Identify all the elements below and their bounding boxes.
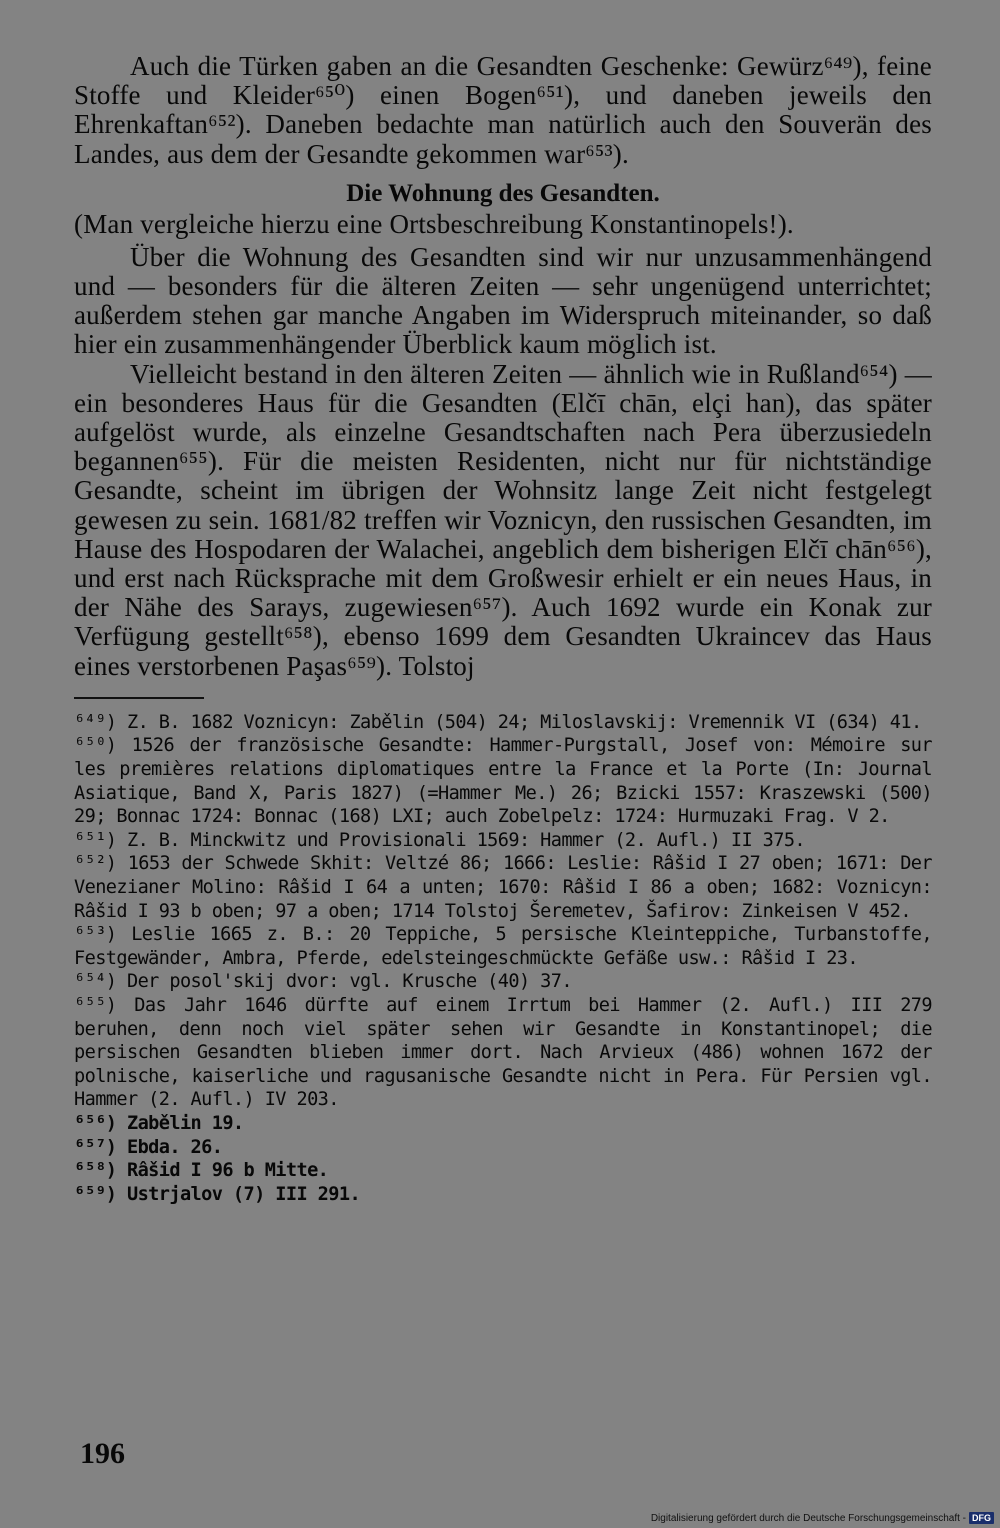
- footnote: ⁶⁵⁹) Ustrjalov (7) III 291.: [74, 1183, 361, 1205]
- page-body: [74, 52, 932, 1206]
- digitization-credit: [651, 1512, 994, 1524]
- intro-paragraph: Auch die Türken gaben an die Gesandten Geschenke: Gewürz⁶⁴⁹), feine Stoffe und Kleider⁶⁵⁰) einen Bogen⁶⁵¹), und daneben jeweils den Ehrenkaftan⁶⁵²). Daneben bedachte man natürlich auch den Souverän des Landes, aus dem der Gesandte gekommen war⁶⁵³).: [74, 51, 932, 169]
- footnote: ⁶⁵¹) Z. B. Minckwitz und Provisionali 1569: Hammer (2. Aufl.) II 375.: [74, 829, 806, 851]
- footnote: ⁶⁵⁷) Ebda. 26.: [74, 1136, 223, 1158]
- footnote: ⁶⁵⁰) 1526 der französische Gesandte: Hammer-Purgstall, Josef von: Mémoire sur les premières relations diplomatiques entre la France et la Porte (In: Journal Asiatique, Band X, Paris 1827) (=Hammer Me.) 26; Bzicki 1557: Kraszewski (500) 29; Bonnac 1724: Bonnac (168) LXI; auch Zobelpelz: 1724: Hurmuzaki Frag. V 2.: [74, 735, 932, 828]
- section-title: Die Wohnung des Gesandten.: [346, 179, 660, 207]
- footnote: ⁶⁵⁸) Râšid I 96 b Mitte.: [74, 1160, 329, 1182]
- page-number: 196: [80, 1437, 125, 1470]
- footnote: ⁶⁵²) 1653 der Schwede Skhit: Veltzé 86; 1666: Leslie: Râšid I 27 oben; 1671: Der Venezianer Molino: Râšid I 64 a unten; 1670: Râšid I 86 a oben; 1682: Voznicyn: Râšid I 93 b oben; 97 a oben; 1714 Tolstoj Šeremetev, Šafirov: Zinkeisen V 452.: [74, 853, 932, 922]
- body-paragraph: Über die Wohnung des Gesandten sind wir nur unzusammenhängend und — besonders für die älteren Zeiten — sehr ungenügend unterrichtet; außerdem stehen gar manche Angaben im Widerspruch miteinander, so daß hier ein zusammenhängender Überblick kaum möglich ist.: [74, 241, 932, 360]
- footnote: ⁶⁵⁶) Zabělin 19.: [74, 1112, 244, 1134]
- body-paragraph: Vielleicht bestand in den älteren Zeiten — ähnlich wie in Rußland⁶⁵⁴) — ein besonderes Haus für die Gesandten (Elčī chān, elçi han), das später aufgelöst wurde, als einzelne Gesandtschaften nach Pera überzusiedeln begannen⁶⁵⁵). Für die meisten Residenten, nicht nur für nichtständige Gesandte, scheint im übrigen der Wohnsitz lange Zeit nicht festgelegt gewesen zu sein. 1681/82 treffen wir Voznicyn, den russischen Gesandten, im Hause des Hospodaren der Walachei, angeblich dem bisherigen Elčī chān⁶⁵⁶), und erst nach Rücksprache mit dem Großwesir erhielt er ein neues Haus, in der Nähe des Sarays, zugewiesen⁶⁵⁷). Auch 1692 wurde ein Konak zur Verfügung gestellt⁶⁵⁸), ebenso 1699 dem Gesandten Ukraincev das Haus eines verstorbenen Paşas⁶⁵⁹). Tolstoj: [74, 358, 932, 681]
- footnote: ⁶⁵³) Leslie 1665 z. B.: 20 Teppiche, 5 persische Kleinteppiche, Turbanstoffe, Festgewänder, Ambra, Pferde, edelsteingeschmückte Gefäße usw.: Râšid I 23.: [74, 924, 932, 969]
- footnote-divider: [74, 697, 204, 699]
- footnotes: [74, 711, 932, 1206]
- section-note: (Man vergleiche hierzu eine Ortsbeschreibung Konstantinopels!).: [74, 208, 794, 239]
- footnote: ⁶⁵⁴) Der posol'skij dvor: vgl. Krusche (40) 37.: [74, 971, 572, 993]
- footnote: ⁶⁵⁵) Das Jahr 1646 dürfte auf einem Irrtum bei Hammer (2. Aufl.) III 279 beruhen, denn noch viel später sehen wir Gesandte in Konstantinopel; die persischen Gesandten blieben immer dort. Nach Arvieux (486) wohnen 1672 der polnische, kaiserliche und ragusanische Gesandte nicht in Pera. Für Persien vgl. Hammer (2. Aufl.) IV 203.: [74, 994, 932, 1111]
- dfg-logo: DFG: [969, 1512, 994, 1524]
- credit-text: Digitalisierung gefördert durch die Deutsche Forschungsgemeinschaft -: [650, 1512, 966, 1524]
- footnote: ⁶⁴⁹) Z. B. 1682 Voznicyn: Zabělin (504) 24; Miloslavskij: Vremennik VI (634) 41.: [74, 711, 922, 733]
